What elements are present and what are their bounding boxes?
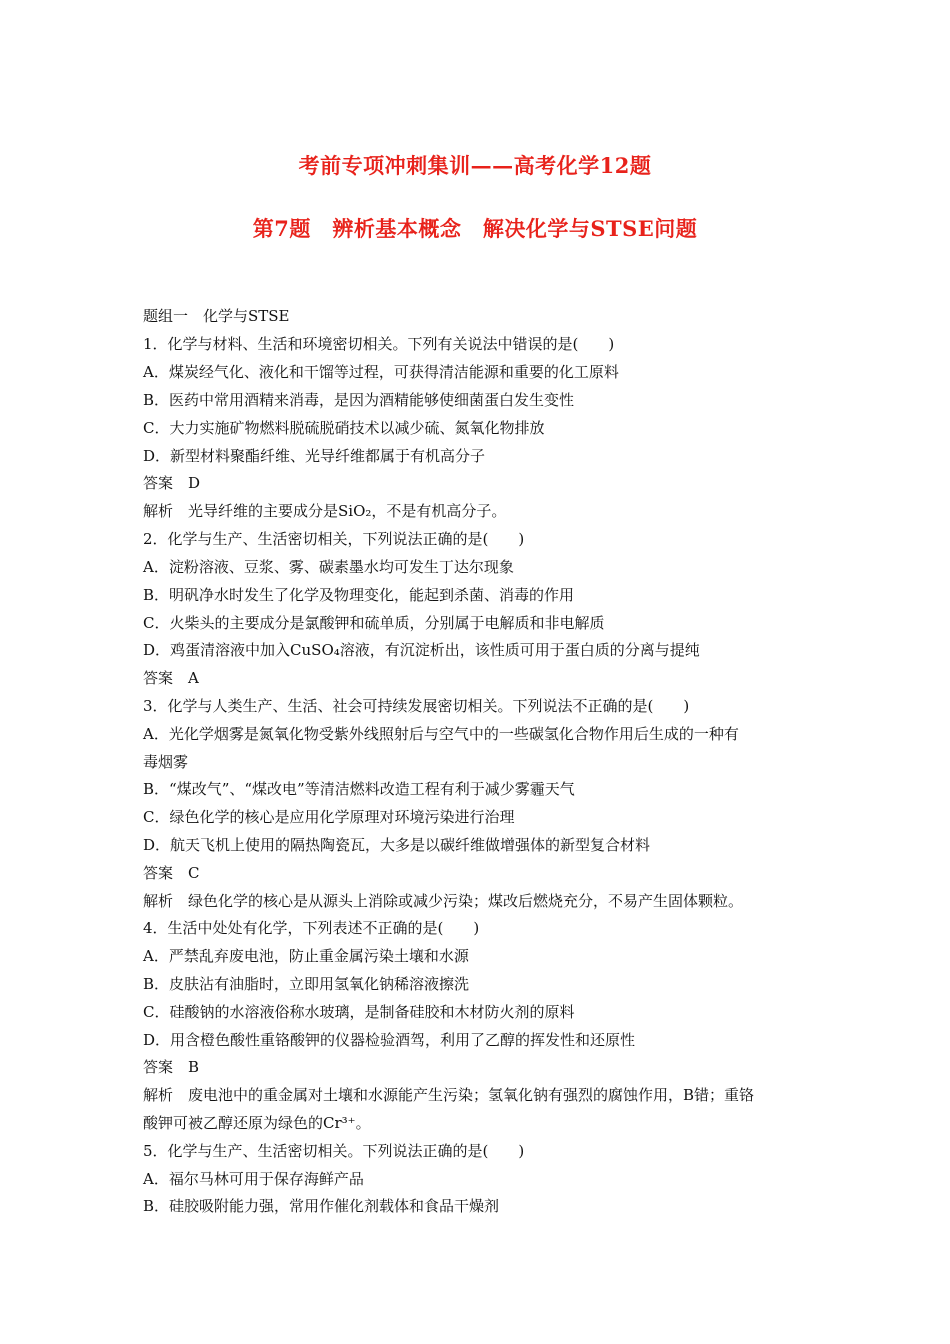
q2-option-d: D．鸡蛋清溶液中加入CuSO₄溶液，有沉淀析出，该性质可用于蛋白质的分离与提纯 — [143, 641, 700, 659]
q2-option-a: A．淀粉溶液、豆浆、雾、碳素墨水均可发生丁达尔现象 — [143, 558, 514, 576]
q1-option-a: A．煤炭经气化、液化和干馏等过程，可获得清洁能源和重要的化工原料 — [143, 363, 619, 381]
q2-option-c: C．火柴头的主要成分是氯酸钾和硫单质，分别属于电解质和非电解质 — [143, 614, 605, 632]
question-5: 5．化学与生产、生活密切相关。下列说法正确的是( ) — [143, 1142, 525, 1160]
question-3: 3．化学与人类生产、生活、社会可持续发展密切相关。下列说法不正确的是( ) — [143, 697, 690, 715]
q2-option-b: B．明矾净水时发生了化学及物理变化，能起到杀菌、消毒的作用 — [143, 586, 575, 604]
q1-answer: 答案 D — [143, 474, 201, 492]
q3-option-c: C．绿色化学的核心是应用化学原理对环境污染进行治理 — [143, 808, 515, 826]
question-1: 1．化学与材料、生活和环境密切相关。下列有关说法中错误的是( ) — [143, 335, 615, 353]
q4-option-c: C．硅酸钠的水溶液俗称水玻璃，是制备硅胶和木材防火剂的原料 — [143, 1003, 575, 1021]
q4-option-b: B．皮肤沾有油脂时，立即用氢氧化钠稀溶液擦洗 — [143, 975, 470, 993]
question-4: 4．生活中处处有化学，下列表述不正确的是( ) — [143, 919, 480, 937]
q4-analysis: 解析 废电池中的重金属对土壤和水源能产生污染；氢氧化钠有强烈的腐蚀作用，B错；重铬 — [143, 1086, 755, 1104]
q1-option-d: D．新型材料聚酯纤维、光导纤维都属于有机高分子 — [143, 447, 486, 465]
q5-option-b: B．硅胶吸附能力强，常用作催化剂载体和食品干燥剂 — [143, 1197, 500, 1215]
q2-answer: 答案 A — [143, 669, 199, 687]
q3-analysis: 解析 绿色化学的核心是从源头上消除或减少污染；煤改后燃烧充分，不易产生固体颗粒。 — [143, 892, 744, 910]
q3-option-a: A．光化学烟雾是氮氧化物受紫外线照射后与空气中的一些碳氢化合物作用后生成的一种有 — [143, 725, 739, 743]
question-2: 2．化学与生产、生活密切相关，下列说法正确的是( ) — [143, 530, 525, 548]
document-subtitle: 第7题 辨析基本概念 解决化学与STSE问题 — [252, 216, 698, 241]
q4-option-d: D．用含橙色酸性重铬酸钾的仪器检验酒驾，利用了乙醇的挥发性和还原性 — [143, 1031, 636, 1049]
q5-option-a: A．福尔马林可用于保存海鲜产品 — [143, 1170, 364, 1188]
q4-option-a: A．严禁乱弃废电池，防止重金属污染土壤和水源 — [143, 947, 469, 965]
q3-option-a-cont: 毒烟雾 — [143, 753, 189, 771]
q4-answer: 答案 B — [143, 1058, 200, 1076]
q3-option-b: B．“煤改气”、“煤改电”等清洁燃料改造工程有利于减少雾霾天气 — [143, 780, 575, 798]
q1-analysis: 解析 光导纤维的主要成分是SiO₂，不是有机高分子。 — [143, 502, 507, 520]
document-title: 考前专项冲刺集训——高考化学12题 — [298, 153, 652, 178]
q1-option-b: B．医药中常用酒精来消毒，是因为酒精能够使细菌蛋白发生变性 — [143, 391, 575, 409]
q3-option-d: D．航天飞机上使用的隔热陶瓷瓦，大多是以碳纤维做增强体的新型复合材料 — [143, 836, 651, 854]
section-heading: 题组一 化学与STSE — [143, 307, 290, 325]
q3-answer: 答案 C — [143, 864, 200, 882]
q1-option-c: C．大力实施矿物燃料脱硫脱硝技术以减少硫、氮氧化物排放 — [143, 419, 545, 437]
q4-analysis-cont: 酸钾可被乙醇还原为绿色的Cr³⁺。 — [143, 1114, 371, 1132]
